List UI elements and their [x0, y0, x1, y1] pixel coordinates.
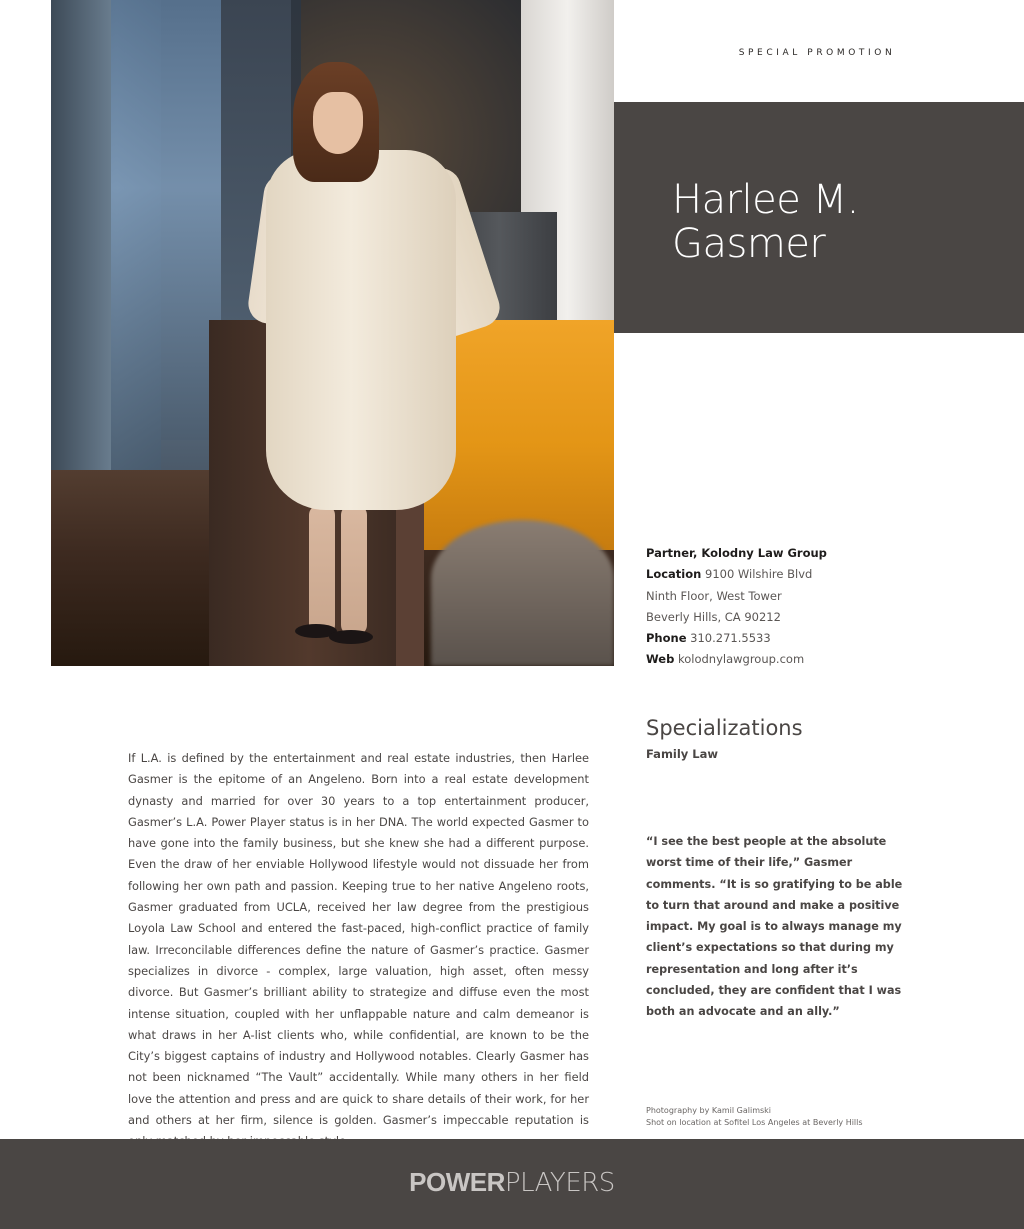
web-line — [646, 649, 827, 670]
photo-figure-leg — [341, 505, 367, 635]
power-players-logo: POWERPLAYERS — [409, 1167, 615, 1198]
location-credit: Shot on location at Sofitel Los Angeles at Beverly Hills — [646, 1118, 863, 1127]
special-promotion-label: SPECIAL PROMOTION — [738, 48, 896, 58]
photo-figure-dress — [266, 150, 456, 510]
profile-name-line2: Gasmer — [672, 221, 826, 267]
location-value: 9100 Wilshire Blvd — [705, 567, 813, 582]
phone-value: 310.271.5533 — [690, 631, 771, 646]
location-line2: Ninth Floor, West Tower — [646, 588, 782, 603]
footer-bar — [0, 1139, 1024, 1229]
photo-window — [111, 0, 221, 470]
web-label: Web — [646, 652, 675, 667]
web-link[interactable]: kolodnylawgroup.com — [677, 652, 805, 667]
contact-block — [646, 543, 827, 671]
location-label: Location — [646, 567, 702, 582]
photo-foreground-chair — [431, 520, 614, 666]
article-body: If L.A. is defined by the entertainment and real estate industries, then Harlee Gasmer is the epitome of an Angeleno. Born into a real estate development dynasty and married for over 30 years to a top entertainment producer, Gasmer’s L.A. Power Player status is in her DNA. The world expected Gasmer to have gone into the family business, but she knew she had a different purpose. Even the draw of her enviable Hollywood lifestyle would not dissuade her from following her own path and passion. Keeping true to her native Angeleno roots, Gasmer graduated from UCLA, received her law degree from the prestigious Loyola Law School and entered the fast-paced, high-conflict practice of family law. Irreconcilable differences define the nature of Gasmer’s practice. Gasmer specializes in divorce - complex, large valuation, high asset, often messy divorce. But Gasmer’s brilliant ability to strategize and diffuse even the most intense situation, coupled with her unflappable nature and calm demeanor is what draws in her A-list clients who, while confidential, are known to be the City’s biggest captains of industry and Hollywood notables. Clearly Gasmer has not been nicknamed “The Vault” accidentally. While many others in her field love the attention and press and are quick to share details of their work, for her and others at her firm, silence is golden. Gasmer’s impeccable reputation is — [128, 751, 589, 1128]
job-title: Partner, Kolodny Law Group — [646, 546, 827, 560]
photographer-credit: Photography by Kamil Galimski — [646, 1106, 772, 1115]
location-line3: Beverly Hills, CA 90212 — [646, 609, 781, 624]
phone-line — [646, 628, 827, 649]
photo-figure-face — [313, 92, 363, 154]
pull-quote: “I see the best people at the absolute worst time of their life,” Gasmer comments. “It is so gratifying to be able to turn that around and make a positive impact. My goal is to always manage my client’s expectations so that during my representation and long after it’s concluded, they are confident that I was both an advocate and an ally.” — [646, 835, 903, 1019]
name-panel — [614, 102, 1024, 333]
photo-credits — [646, 1105, 863, 1129]
profile-name — [672, 178, 859, 266]
profile-name-line1: Harlee M. — [672, 177, 859, 223]
specializations-heading: Specializations — [646, 716, 803, 740]
phone-label: Phone — [646, 631, 687, 646]
location-line — [646, 564, 827, 585]
specialization-value: Family Law — [646, 747, 719, 761]
photo-figure-leg — [309, 505, 335, 635]
portrait-photo — [51, 0, 614, 666]
photo-figure-shoe — [329, 630, 373, 644]
